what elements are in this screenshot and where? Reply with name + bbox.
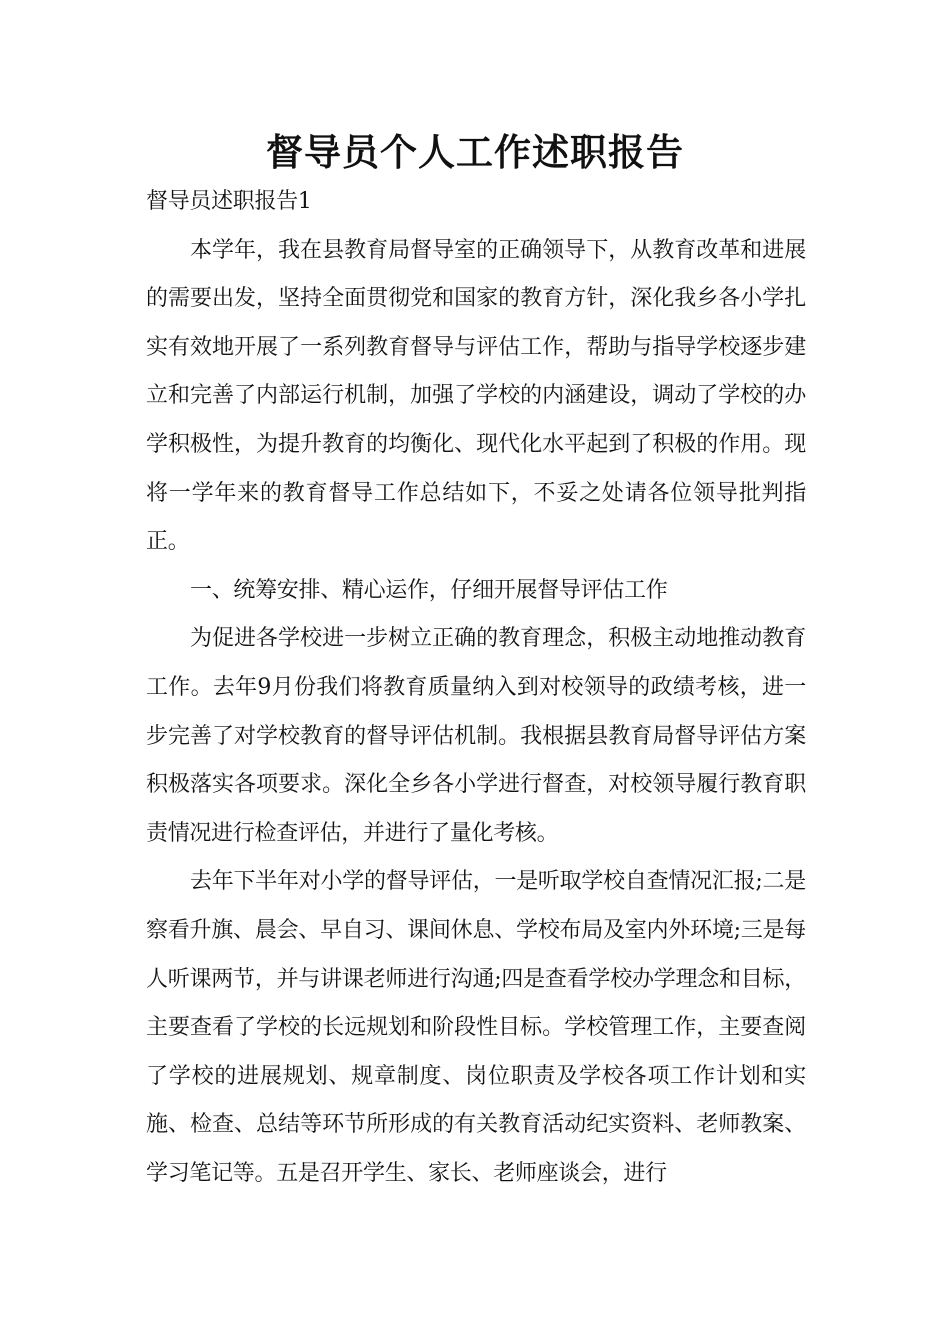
document-subtitle: 督导员述职报告1 [146, 189, 312, 214]
paragraph-evaluation: 为促进各学校进一步树立正确的教育理念，积极主动地推动教育工作。去年9月份我们将教育质量纳入到对校领导的政绩考核，进一步完善了对学校教育的督导评估机制。我根据县教育局督导评估方案积极落实各项要求。深化全乡各小学进行督查，对校领导履行教育职责情况进行检查评估，并进行了量化考核。 [146, 626, 806, 846]
paragraph-intro: 本学年，我在县教育局督导室的正确领导下，从教育改革和进展的需要出发，坚持全面贯彻党和国家的教育方针，深化我乡各小学扎实有效地开展了一系列教育督导与评估工作，帮助与指导学校逐步建立和完善了内部运行机制，加强了学校的内涵建设，调动了学校的办学积极性，为提升教育的均衡化、现代化水平起到了积极的作用。现将一学年来的教育督导工作总结如下，不妥之处请各位领导批判指正。 [146, 237, 806, 555]
document-body [146, 178, 806, 1198]
section-heading: 一、统筹安排、精心运作，仔细开展督导评估工作 [190, 577, 668, 603]
paragraph-details: 去年下半年对小学的督导评估，一是听取学校自查情况汇报;二是察看升旗、晨会、早自习、课间休息、学校布局及室内外环境;三是每人听课两节，并与讲课老师进行沟通;四是查看学校办学理念和目标，主要查看了学校的长远规划和阶段性目标。学校管理工作，主要查阅了学校的进展规划、规章制度、岗位职责及学校各项工作计划和实施、检查、总结等环节所形成的有关教育活动纪实资料、老师教案、学习笔记等。五是召开学生、家长、老师座谈会，进行 [146, 869, 806, 1186]
document-title: 督导员个人工作述职报告 [266, 131, 684, 174]
